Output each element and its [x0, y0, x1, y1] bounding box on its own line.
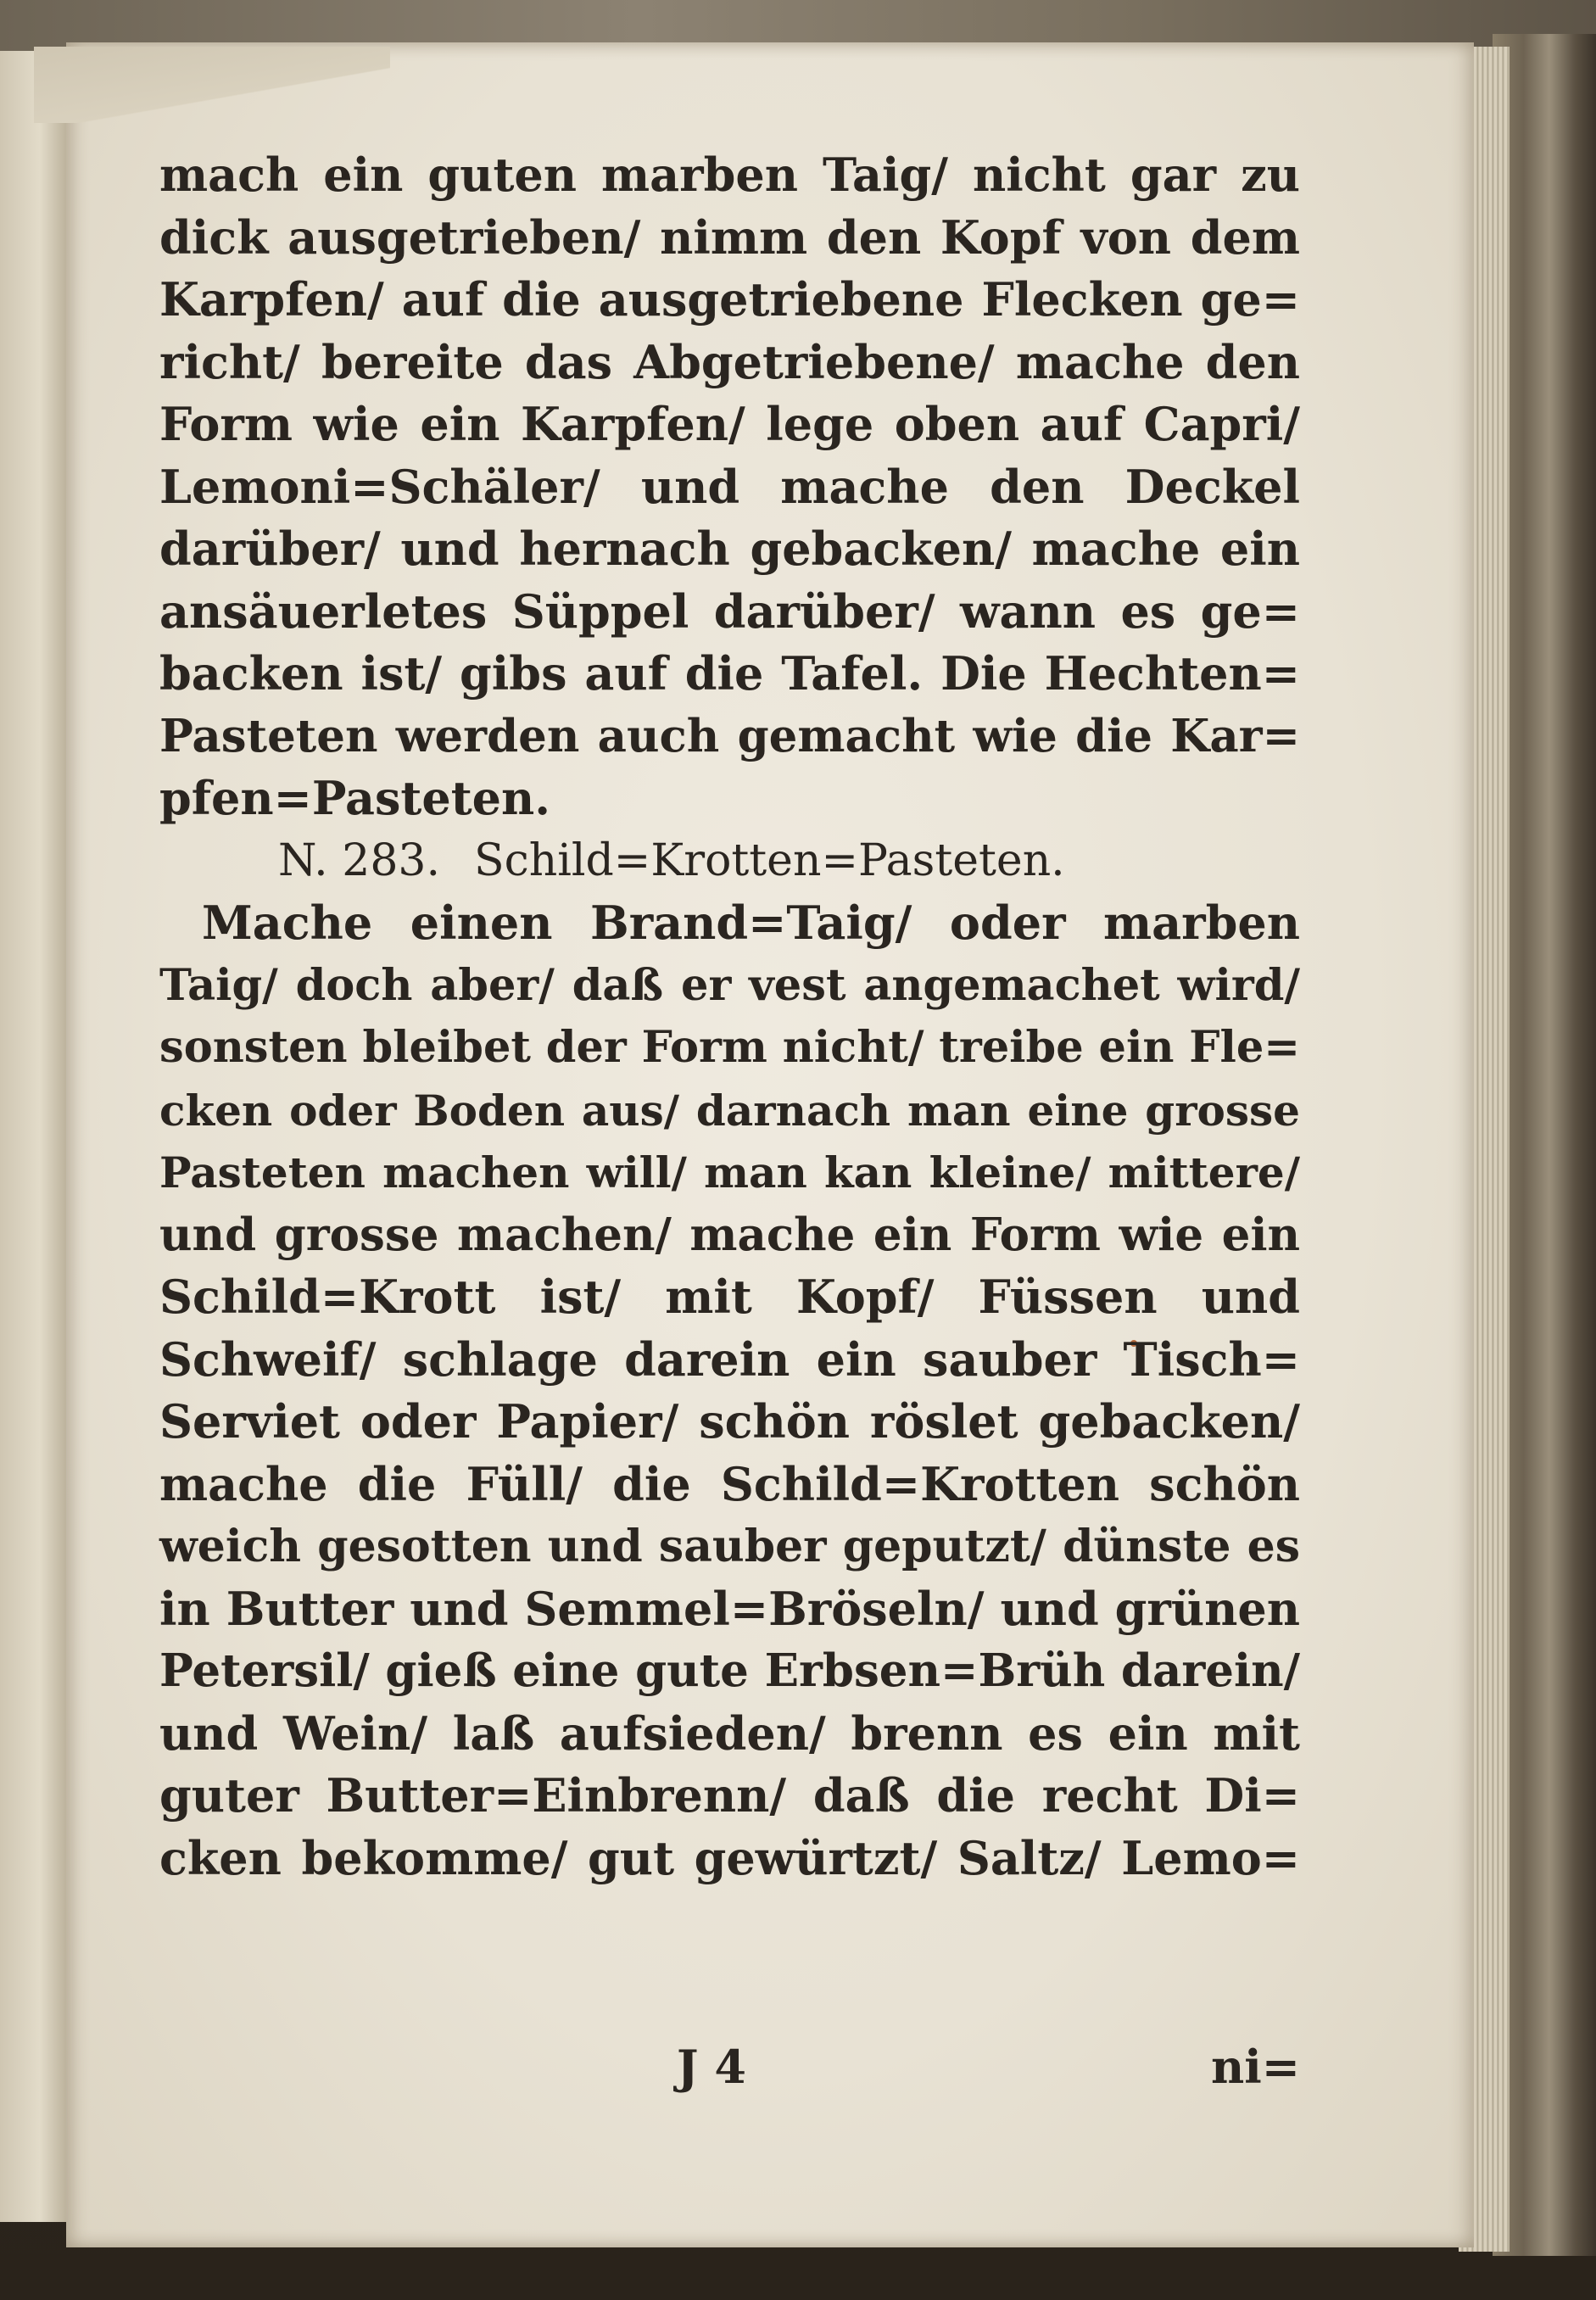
text-line: sonsten bleibet der Form nicht/ treibe ein Fle= [159, 1022, 1300, 1073]
page-footer [159, 2040, 1300, 2107]
text-line: Petersil/ gieß eine gute Erbsen=Brüh darein/ [159, 1644, 1300, 1697]
signature-mark: J 4 [677, 2040, 746, 2094]
text-line: darüber/ und hernach gebacken/ mache ein [159, 522, 1300, 576]
text-line: in Butter und Semmel=Bröseln/ und grünen [159, 1581, 1300, 1636]
paragraph-1 [159, 144, 1300, 830]
catchword: ni= [1210, 2040, 1300, 2094]
text-line: mache die Füll/ die Schild=Krotten schön [159, 1456, 1300, 1511]
recipe-heading [159, 830, 1300, 893]
paragraph-2 [159, 892, 1300, 1890]
text-line: Pasteten machen will/ man kan kleine/ mittere/ [159, 1147, 1300, 1197]
text-line: ansäuerletes Süppel darüber/ wann es ge= [159, 583, 1300, 639]
text-line: Mache einen Brand=Taig/ oder marben [202, 896, 1300, 950]
torn-paper-flap [34, 47, 390, 123]
facing-page-edge [0, 51, 69, 2222]
text-line: mach ein guten marben Taig/ nicht gar zu [159, 148, 1300, 202]
text-line: Pasteten werden auch gemacht wie die Kar= [159, 709, 1300, 762]
text-line: Schild=Krott ist/ mit Kopf/ Füssen und [159, 1270, 1300, 1324]
text-line: Taig/ doch aber/ daß er vest angemachet wird/ [159, 959, 1300, 1011]
text-line: Form wie ein Karpfen/ lege oben auf Capri/ [159, 397, 1300, 451]
text-line: backen ist/ gibs auf die Tafel. Die Hechten= [159, 646, 1300, 701]
text-line: richt/ bereite das Abgetriebene/ mache den [159, 334, 1300, 389]
text-line: Serviet oder Papier/ schön röslet gebacken/ [159, 1394, 1300, 1449]
text-line: und grosse machen/ mache ein Form wie ein [159, 1208, 1300, 1261]
page-text [159, 144, 1300, 1890]
text-line: Karpfen/ auf die ausgetriebene Flecken ge= [159, 272, 1300, 327]
text-line: dick ausgetrieben/ nimm den Kopf von dem [159, 209, 1300, 265]
text-line: cken oder Boden aus/ darnach man eine grosse [159, 1085, 1300, 1136]
text-line: Lemoni=Schäler/ und mache den Deckel [159, 459, 1300, 514]
text-line: Schweif/ schlage darein ein sauber Tisch= [159, 1331, 1300, 1387]
recipe-number: N. 283. [278, 835, 441, 886]
text-line: und Wein/ laß aufsieden/ brenn es ein mit [159, 1705, 1300, 1761]
text-line: pfen=Pasteten. [159, 771, 551, 825]
recipe-title: Schild=Krotten=Pasteten. [474, 835, 1065, 886]
text-line: weich gesotten und sauber geputzt/ dünste es [159, 1521, 1300, 1572]
text-line: guter Butter=Einbrenn/ daß die recht Di= [159, 1768, 1300, 1823]
text-line: cken bekomme/ gut gewürtzt/ Saltz/ Lemo= [159, 1830, 1300, 1885]
